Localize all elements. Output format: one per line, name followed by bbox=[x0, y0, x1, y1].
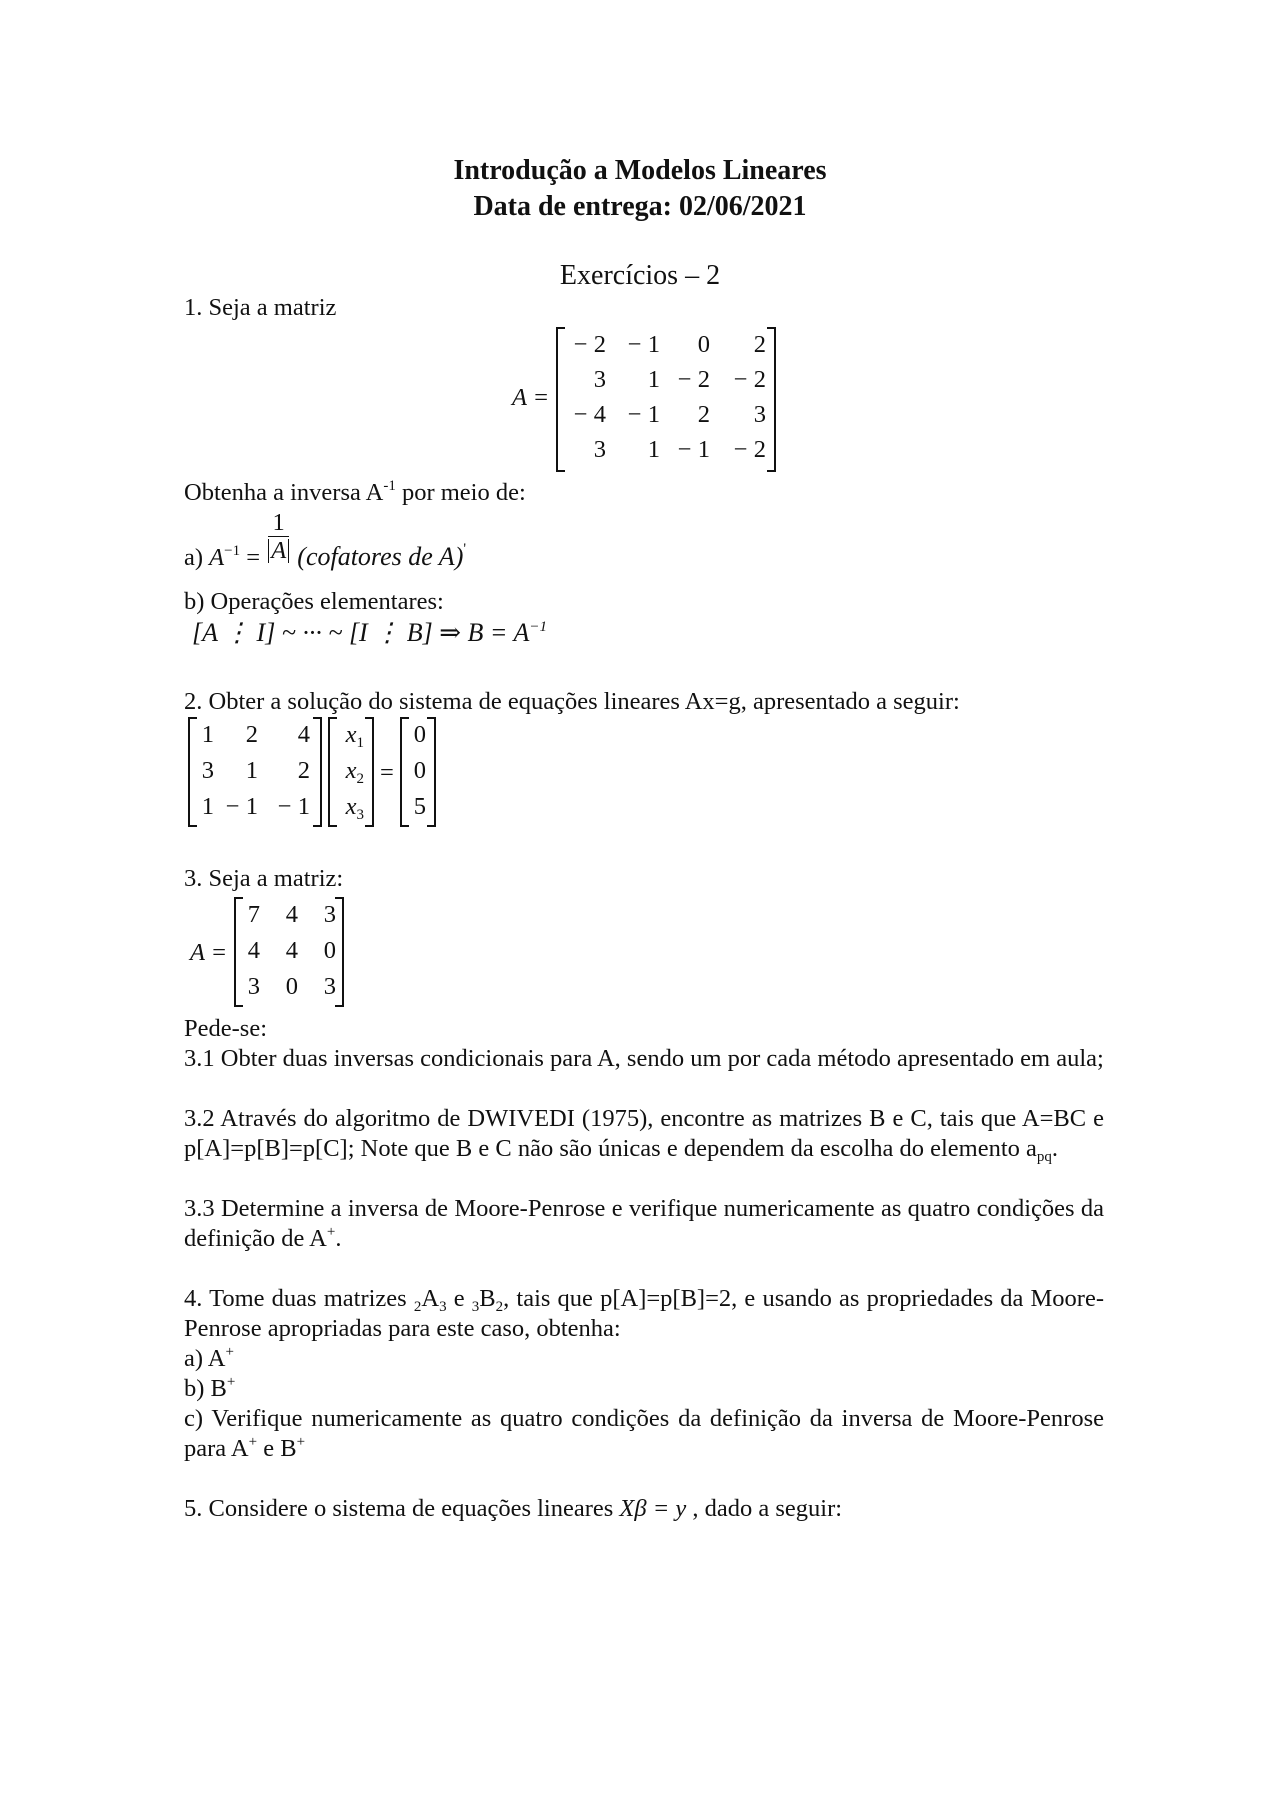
ex1-matrix-row bbox=[562, 327, 766, 362]
ex2-coef-matrix-cell: 2 bbox=[245, 721, 258, 749]
ex2-g-vector-row bbox=[410, 789, 426, 825]
ex3-matrix-label: A = bbox=[190, 939, 228, 966]
ex3-pede: Pede-se: bbox=[184, 1015, 267, 1042]
ex1-matrix-cell: 3 bbox=[753, 400, 766, 428]
ex2-coef-matrix-cell: 1 bbox=[201, 793, 214, 821]
ex3-matrix-cell: 0 bbox=[285, 973, 298, 1001]
ex3-matrix-cell: 0 bbox=[323, 937, 336, 965]
ex1-matrix-cell: 2 bbox=[697, 400, 710, 428]
due-date: Data de entrega: 02/06/2021 bbox=[473, 191, 807, 222]
ex3-matrix-cell: 3 bbox=[247, 973, 260, 1001]
ex3-intro: 3. Seja a matriz: bbox=[184, 865, 344, 892]
ex1-matrix-cell: 0 bbox=[697, 330, 710, 358]
ex2-x-vector-cell: $x_3$ bbox=[345, 793, 364, 824]
ex1-matrix-row bbox=[562, 432, 766, 467]
ex3-matrix bbox=[234, 897, 344, 1007]
ex2-g-vector-cell: 5 bbox=[413, 793, 426, 821]
ex2-g-vector bbox=[400, 717, 436, 827]
ex2-intro: 2. Obter a solução do sistema de equações lineares Ax=g, apresentado a seguir: bbox=[184, 688, 960, 715]
ex1-matrix-cell: − 2 bbox=[733, 365, 766, 393]
ex2-coef-matrix-cell: 4 bbox=[297, 721, 310, 749]
ex3-item-2: 3.2 Através do algoritmo de DWIVEDI (1975), encontre as matrizes B e C, tais que A=BC e p[A]=p[B]=p[C]; Note que B e C não são únicas e dependem da escolha do elemento $a_{pq}$. bbox=[184, 1105, 1104, 1165]
ex2-x-vector-cell: $x_1$ bbox=[345, 721, 364, 752]
ex1-intro: 1. Seja a matriz bbox=[184, 294, 337, 321]
ex2-coef-matrix bbox=[188, 717, 322, 827]
ex1-matrix-cell: 1 bbox=[647, 365, 660, 393]
ex1-matrix-cell: − 1 bbox=[627, 400, 660, 428]
ex2-coef-matrix-row bbox=[198, 789, 310, 825]
exercise-subtitle: Exercícios – 2 bbox=[559, 260, 721, 291]
ex2-coef-matrix-cell: − 1 bbox=[225, 793, 258, 821]
ex3-matrix-row bbox=[244, 933, 336, 969]
ex2-x-vector-row bbox=[338, 753, 364, 789]
ex1-b-label: b) Operações elementares: bbox=[184, 588, 444, 615]
ex2-x-vector bbox=[328, 717, 374, 827]
ex2-coef-matrix-cell: 2 bbox=[297, 757, 310, 785]
ex2-coef-matrix-cell: 3 bbox=[201, 757, 214, 785]
ex2-x-vector-cell: $x_2$ bbox=[345, 757, 364, 788]
ex1-matrix-cell: − 1 bbox=[677, 435, 710, 463]
ex4-item-b: b) B+ bbox=[184, 1374, 236, 1402]
ex1-matrix-cell: − 1 bbox=[627, 330, 660, 358]
ex1-matrix-cell: − 2 bbox=[677, 365, 710, 393]
ex3-matrix-cell: 3 bbox=[323, 901, 336, 929]
ex4-item-a: a) A+ bbox=[184, 1344, 234, 1372]
ex5-intro: 5. Considere o sistema de equações lineares Xβ = y , dado a seguir: bbox=[184, 1495, 843, 1522]
ex1-matrix-row bbox=[562, 362, 766, 397]
ex2-coef-matrix-cell: − 1 bbox=[277, 793, 310, 821]
ex1-matrix-cell: 3 bbox=[593, 365, 606, 393]
ex2-x-vector-row bbox=[338, 717, 364, 753]
ex3-matrix-cell: 4 bbox=[285, 901, 298, 929]
ex1-matrix-cell: − 4 bbox=[573, 400, 606, 428]
ex3-matrix-cell: 4 bbox=[285, 937, 298, 965]
ex2-coef-matrix-cell: 1 bbox=[201, 721, 214, 749]
ex3-matrix-cell: 3 bbox=[323, 973, 336, 1001]
ex2-equals: = bbox=[380, 759, 394, 786]
ex1-matrix bbox=[556, 327, 776, 472]
ex1-matrix-cell: 1 bbox=[647, 435, 660, 463]
ex2-coef-matrix-cell: 1 bbox=[245, 757, 258, 785]
ex1-matrix-cell: 3 bbox=[593, 435, 606, 463]
ex1-matrix-cell: 2 bbox=[753, 330, 766, 358]
ex2-g-vector-row bbox=[410, 753, 426, 789]
ex2-x-vector-row bbox=[338, 789, 364, 825]
ex3-matrix-cell: 7 bbox=[247, 901, 260, 929]
ex4-item-c: c) Verifique numericamente as quatro condições da definição da inversa de Moore-Penrose para A+ e B+ bbox=[184, 1405, 1104, 1462]
ex2-coef-matrix-row bbox=[198, 717, 310, 753]
ex3-matrix-cell: 4 bbox=[247, 937, 260, 965]
ex2-coef-matrix-row bbox=[198, 753, 310, 789]
ex4-intro: 4. Tome duas matrizes $_2A_3$ e $_3B_2$, tais que p[A]=p[B]=2, e usando as propriedades da Moore-Penrose apropriadas para este caso, obtenha: bbox=[184, 1285, 1105, 1342]
ex2-g-vector-cell: 0 bbox=[413, 721, 426, 749]
ex1-matrix-cell: − 2 bbox=[733, 435, 766, 463]
ex1-matrix-cell: − 2 bbox=[573, 330, 606, 358]
ex3-matrix-row bbox=[244, 969, 336, 1005]
ex3-matrix-row bbox=[244, 897, 336, 933]
page-title: Introdução a Modelos Lineares bbox=[453, 155, 827, 186]
ex2-g-vector-cell: 0 bbox=[413, 757, 426, 785]
ex3-item-3: 3.3 Determine a inversa de Moore-Penrose e verifique numericamente as quatro condições da definição de A+. bbox=[184, 1195, 1104, 1252]
ex1-obtain-line: Obtenha a inversa $A^{-1}$ por meio de: bbox=[184, 478, 526, 506]
ex3-item-1: 3.1 Obter duas inversas condicionais para A, sendo um por cada método apresentado em aula; bbox=[184, 1045, 1104, 1072]
ex1-matrix-row bbox=[562, 397, 766, 432]
ex1-formula-b: [A ⋮ I] ~ ··· ~ [I ⋮ B] ⇒ $B = A^{-1}$ bbox=[192, 618, 547, 647]
ex1-matrix-label: A = bbox=[512, 384, 550, 411]
ex2-g-vector-row bbox=[410, 717, 426, 753]
ex1-formula-a: a) $A^{-1}$ = $\frac{1}{A}$ (cofatores de A)' bbox=[184, 509, 467, 572]
